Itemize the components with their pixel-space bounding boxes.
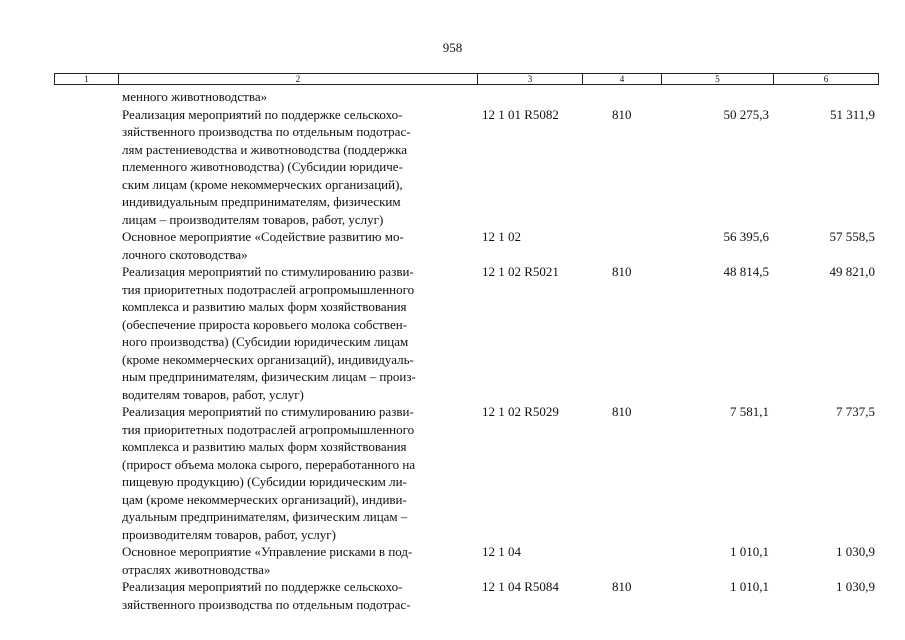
row-code-cell: 12 1 02 R5029 [482, 404, 559, 419]
row-code-cell: 12 1 04 R5084 [482, 579, 559, 594]
row-name-line: (обеспечение прироста коровьего молока собствен- [122, 316, 408, 332]
row-value-col6: 51 311,9 [829, 106, 875, 122]
row-name-line: производителям товаров, работ, услуг) [122, 526, 336, 542]
row-value-col5: 50 275,3 [723, 106, 769, 122]
row-value-col5: 48 814,5 [723, 264, 769, 279]
row-value-col6: 57 558,5 [829, 229, 875, 244]
row-value-col6: 7 737,5 [836, 404, 875, 419]
table-row [0, 88, 905, 106]
row-name-line: водителям товаров, работ, услуг) [122, 386, 304, 402]
row-name-line: зяйственного производства по отдельным подотрас- [122, 124, 411, 139]
row-name-line: дуальным предпринимателям, физическим лицам – [122, 509, 408, 524]
column-header-2: 2 [119, 74, 478, 84]
row-name-line: индивидуальным предпринимателям, физическим [122, 194, 401, 209]
row-name-line: цам (кроме некоммерческих организаций), индиви- [122, 491, 407, 507]
row-code-cell: 12 1 02 R5021 [482, 264, 559, 279]
row-name-line: Реализация мероприятий по поддержке сельскохо- [122, 106, 403, 122]
row-expense-type-cell: 810 [612, 106, 632, 122]
column-header-4: 4 [583, 74, 662, 84]
row-name-cell [122, 88, 467, 106]
table-row [0, 263, 905, 403]
row-value-col6: 49 821,0 [829, 264, 875, 279]
row-name-line: лям растениеводства и животноводства (поддержка [122, 141, 408, 157]
table-row [0, 578, 905, 613]
column-header-1: 1 [55, 74, 119, 84]
row-name-cell [122, 543, 467, 578]
row-name-line: ским лицам (кроме некоммерческих организаций), [122, 176, 403, 192]
row-name-line: (прирост объема молока сырого, переработанного на [122, 456, 416, 472]
row-name-line: отраслях животноводства» [122, 561, 271, 577]
row-name-line: ного производства) (Субсидии юридическим лицам [122, 334, 409, 349]
row-name-line: пищевую продукцию) (Субсидии юридическим ли- [122, 474, 407, 489]
row-name-cell [122, 578, 467, 613]
row-name-line: племенного животноводства) (Субсидии юридиче- [122, 159, 403, 174]
row-value-col6: 1 030,9 [836, 579, 875, 594]
row-name-line: менного животноводства» [122, 89, 268, 104]
row-name-line: тия приоритетных подотраслей агропромышленного [122, 281, 415, 297]
column-header-3: 3 [478, 74, 583, 84]
row-name-cell [122, 106, 467, 229]
table-row [0, 106, 905, 229]
row-name-line: ным предпринимателям, физическим лицам – произ- [122, 369, 416, 384]
row-value-col5: 1 010,1 [730, 579, 769, 594]
row-name-line: тия приоритетных подотраслей агропромышленного [122, 421, 415, 437]
row-value-col5: 7 581,1 [730, 404, 769, 419]
table-header-row [54, 73, 879, 85]
row-code-cell: 12 1 04 [482, 544, 521, 559]
row-name-line: Реализация мероприятий по стимулированию разви- [122, 404, 414, 419]
row-value-col6: 1 030,9 [836, 544, 875, 559]
row-name-line: комплекса и развитию малых форм хозяйствования [122, 299, 407, 314]
row-name-line: комплекса и развитию малых форм хозяйствования [122, 439, 407, 454]
column-header-6: 6 [823, 74, 829, 84]
row-expense-type-cell: 810 [612, 404, 632, 419]
table-body [0, 88, 905, 613]
row-name-cell [122, 228, 467, 263]
row-name-line: Основное мероприятие «Содействие развитию мо- [122, 229, 404, 244]
row-name-line: Реализация мероприятий по стимулированию разви- [122, 264, 414, 279]
table-row [0, 543, 905, 578]
row-code-cell: 12 1 01 R5082 [482, 106, 559, 122]
row-expense-type-cell: 810 [612, 264, 632, 279]
row-name-cell [122, 263, 467, 403]
row-value-col5: 56 395,6 [723, 229, 769, 244]
row-code-cell: 12 1 02 [482, 229, 521, 244]
row-name-line: (кроме некоммерческих организаций), индивидуаль- [122, 351, 414, 367]
row-name-line: лицам – производителям товаров, работ, услуг) [122, 211, 384, 227]
column-header-5: 5 [662, 74, 774, 84]
table-row [0, 403, 905, 543]
row-value-col5: 1 010,1 [730, 544, 769, 559]
table-row [0, 228, 905, 263]
row-name-line: зяйственного производства по отдельным подотрас- [122, 596, 411, 612]
row-expense-type-cell: 810 [612, 579, 632, 594]
row-name-line: лочного скотоводства» [122, 246, 248, 262]
page-number: 958 [442, 40, 463, 55]
row-name-line: Основное мероприятие «Управление рисками в под- [122, 544, 413, 559]
row-name-cell [122, 403, 467, 543]
row-name-line: Реализация мероприятий по поддержке сельскохо- [122, 579, 403, 594]
